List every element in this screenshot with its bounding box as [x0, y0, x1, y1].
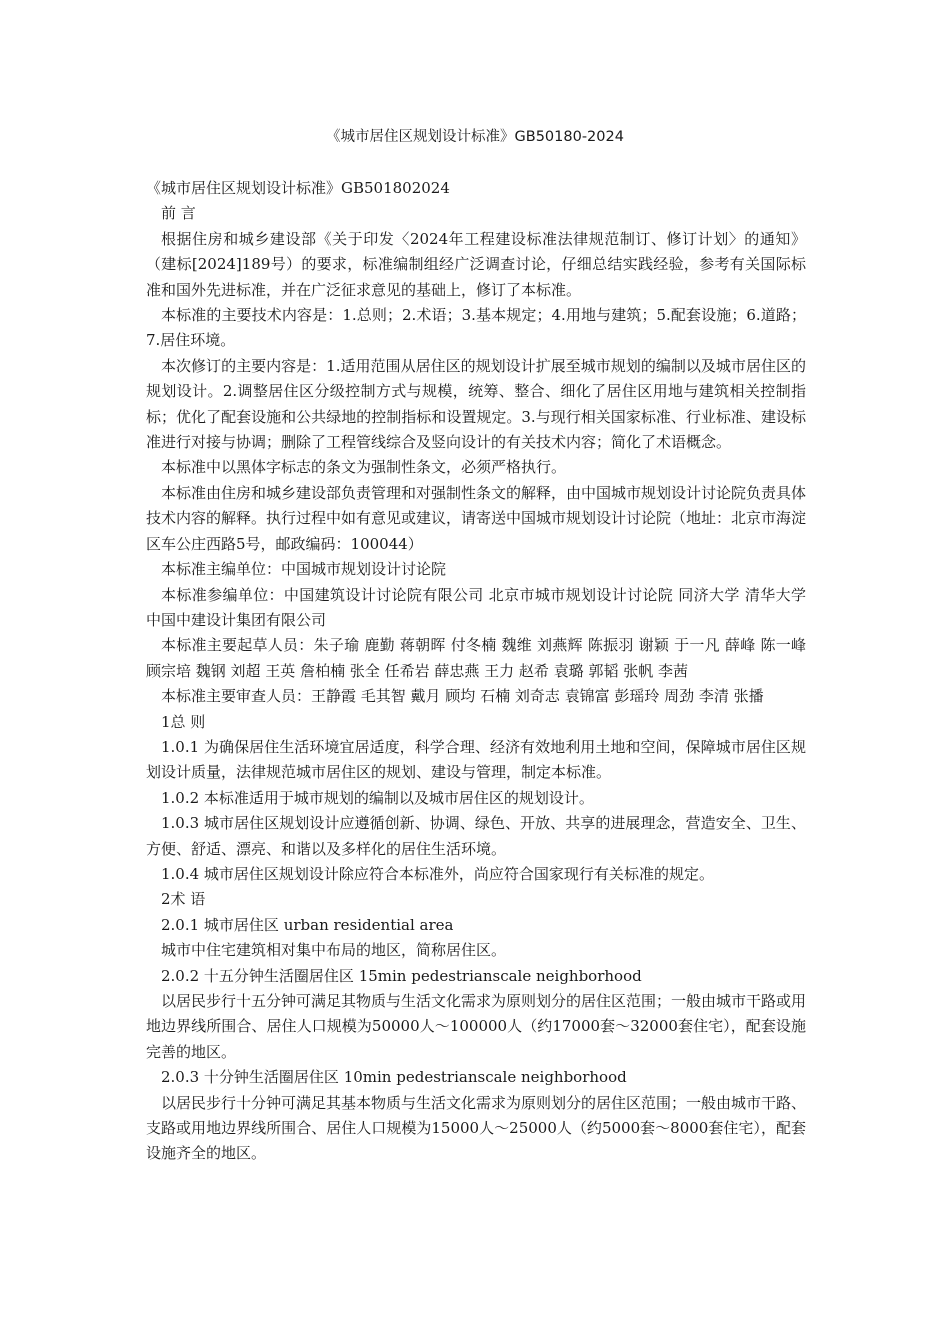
paragraph: 本标准由住房和城乡建设部负责管理和对强制性条文的解释，由中国城市规划设计讨论院负责具体技术内容的解释。执行过程中如有意见或建议，请寄送中国城市规划设计讨论院（地址：北京市海淀区车公庄西路5号，邮政编码：100044） [146, 483, 807, 553]
paragraph: 2.0.3 十分钟生活圈居住区 10min pedestrianscale neighborhood [161, 1068, 627, 1087]
paragraph: 以居民步行十五分钟可满足其物质与生活文化需求为原则划分的居住区范围；一般由城市干路或用地边界线所围合、居住人口规模为50000人～100000人（约17000套～32000套住宅），配套设施完善的地区。 [146, 992, 807, 1061]
document-title: 《城市居住区规划设计标准》GB50180-2024 [326, 129, 624, 145]
paragraph: 城市中住宅建筑相对集中布局的地区，简称居住区。 [161, 941, 507, 960]
paragraph: 本标准的主要技术内容是：1.总则；2.术语；3.基本规定；4.用地与建筑；5.配套设施；6.道路；7.居住环境。 [146, 306, 806, 350]
paragraph: 《城市居住区规划设计标准》GB501802024 [146, 179, 450, 197]
paragraph: 以居民步行十分钟可满足其基本物质与生活文化需求为原则划分的居住区范围；一般由城市干路、支路或用地边界线所围合、居住人口规模为15000人～25000人（约5000套～8000套住宅），配套设施齐全的地区。 [146, 1093, 807, 1163]
paragraph: 本标准主要起草人员：朱子瑜 鹿勤 蒋朝晖 付冬楠 魏维 刘燕辉 陈振羽 谢颖 于一凡 薛峰 陈一峰 顾宗培 魏钢 刘超 王英 詹柏楠 张全 任希岩 薛忠燕 王力 赵希 袁璐 郭韬 张帆 李茜 [146, 636, 806, 680]
paragraph: 1.0.2 本标准适用于城市规划的编制以及城市居住区的规划设计。 [161, 788, 594, 807]
paragraph: 本标准中以黑体字标志的条文为强制性条文，必须严格执行。 [161, 458, 567, 477]
paragraph: 1.0.3 城市居住区规划设计应遵循创新、协调、绿色、开放、共享的进展理念，营造安全、卫生、方便、舒适、漂亮、和谐以及多样化的居住生活环境。 [146, 814, 806, 858]
paragraph: 根据住房和城乡建设部《关于印发〈2024年工程建设标准法律规范制订、修订计划〉的通知》（建标[2024]189号）的要求，标准编制组经广泛调查讨论，仔细总结实践经验，参考有关国际标准和国外先进标准，并在广泛征求意见的基础上，修订了本标准。 [146, 229, 806, 299]
paragraph: 2.0.1 城市居住区 urban residential area [161, 915, 454, 934]
paragraph: 本次修订的主要内容是：1.适用范围从居住区的规划设计扩展至城市规划的编制以及城市居住区的规划设计。2.调整居住区分级控制方式与规模，统筹、整合、细化了居住区用地与建筑相关控制指标；优化了配套设施和公共绿地的控制指标和设置规定。3.与现行相关国家标准、行业标准、建设标准进行对接与协调；删除了工程管线综合及竖向设计的有关技术内容；简化了术语概念。 [146, 356, 806, 452]
paragraph: 本标准主编单位：中国城市规划设计讨论院 [161, 560, 447, 579]
paragraph: 2.0.2 十五分钟生活圈居住区 15min pedestrianscale neighborhood [161, 966, 642, 985]
paragraph: 前 言 [161, 204, 196, 223]
paragraph: 1.0.4 城市居住区规划设计除应符合本标准外，尚应符合国家现行有关标准的规定。 [161, 864, 714, 883]
paragraph: 2术 语 [161, 890, 206, 909]
paragraph: 1总 则 [161, 712, 206, 731]
document-body [146, 176, 806, 1167]
paragraph: 本标准主要审查人员：王静霞 毛其智 戴月 顾均 石楠 刘奇志 袁锦富 彭瑶玲 周劲 李清 张播 [161, 687, 764, 706]
paragraph: 1.0.1 为确保居住生活环境宜居适度，科学合理、经济有效地利用土地和空间，保障城市居住区规划设计质量，法律规范城市居住区的规划、建设与管理，制定本标准。 [146, 737, 806, 782]
paragraph: 本标准参编单位：中国建筑设计讨论院有限公司 北京市城市规划设计讨论院 同济大学 清华大学 中国中建设计集团有限公司 [146, 585, 806, 629]
